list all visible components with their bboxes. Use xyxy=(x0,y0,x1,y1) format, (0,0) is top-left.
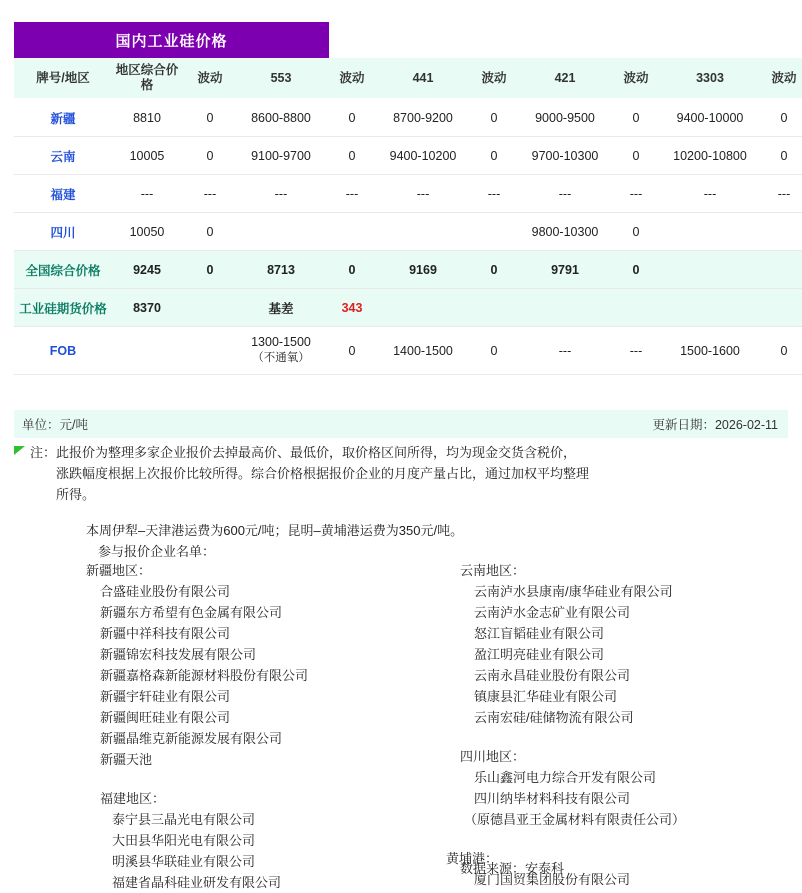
column-spacer xyxy=(460,830,790,848)
cell-553: 8600-8800 xyxy=(238,99,324,137)
col-change-3: 波动 xyxy=(466,58,522,99)
cell-composite-change: --- xyxy=(182,175,238,213)
list-item: 大田县华阳光电有限公司 xyxy=(112,833,256,848)
table-row xyxy=(14,213,802,251)
cell-3303: --- xyxy=(664,175,756,213)
cell-553-change: 0 xyxy=(324,137,380,175)
list-item: 怒江盲韬硅业有限公司 xyxy=(474,626,605,641)
basis-label: 基差 xyxy=(238,289,324,327)
cell-composite-change: 0 xyxy=(182,99,238,137)
list-item: 四川纳毕材料科技有限公司 xyxy=(474,791,631,806)
cell-441: --- xyxy=(380,175,466,213)
cell-553 xyxy=(238,213,324,251)
fob-421: --- xyxy=(522,327,608,375)
futures-change xyxy=(182,289,238,327)
list-item: 乐山鑫河电力综合开发有限公司 xyxy=(474,770,657,785)
cell-421: --- xyxy=(522,175,608,213)
fob-553-change: 0 xyxy=(324,327,380,375)
summary-553: 8713 xyxy=(238,251,324,289)
futures-blank-1 xyxy=(380,289,466,327)
freight-line: 本周伊犁–天津港运费为600元/吨；昆明–黄埔港运费为350元/吨。 xyxy=(86,523,464,538)
cell-553-change: --- xyxy=(324,175,380,213)
fob-label: FOB xyxy=(14,327,112,375)
futures-price: 8370 xyxy=(112,289,182,327)
summary-composite-change: 0 xyxy=(182,251,238,289)
list-item: 新疆天池 xyxy=(100,752,153,767)
summary-row xyxy=(14,251,802,289)
list-item: 明溪县华联硅业有限公司 xyxy=(112,854,256,869)
col-change-5: 波动 xyxy=(756,58,802,99)
fob-441: 1400-1500 xyxy=(380,327,466,375)
fob-553 xyxy=(238,327,324,375)
col-change-1: 波动 xyxy=(182,58,238,99)
company-column-right xyxy=(446,560,790,890)
summary-553-change: 0 xyxy=(324,251,380,289)
data-source: 数据来源：安泰科 xyxy=(460,861,565,876)
cell-553-change xyxy=(324,213,380,251)
unit-label: 单位：元/吨 xyxy=(22,418,88,432)
list-item: 盈江明亮硅业有限公司 xyxy=(474,647,605,662)
cell-421: 9000-9500 xyxy=(522,99,608,137)
summary-441: 9169 xyxy=(380,251,466,289)
list-item: 云南泸水县康南/康华硅业有限公司 xyxy=(474,584,673,599)
note-line-1: 注：此报价为整理多家企业报价去掉最高价、最低价，取价格区间所得，均为现金交货含税价， xyxy=(30,445,577,460)
fob-3303: 1500-1600 xyxy=(664,327,756,375)
summary-441-change: 0 xyxy=(466,251,522,289)
fob-row xyxy=(14,327,802,375)
fob-composite xyxy=(112,327,182,375)
list-item: 镇康县汇华硅业有限公司 xyxy=(474,689,618,704)
list-item: 福建省晶科硅业研发有限公司 xyxy=(112,875,282,890)
col-composite-price: 地区综合价格 xyxy=(112,58,182,99)
cell-3303-change xyxy=(756,213,802,251)
page-title: 国内工业硅价格 xyxy=(14,22,329,58)
fob-553-note: （不通氧） xyxy=(252,352,310,364)
group-title-xinjiang: 新疆地区： xyxy=(86,563,152,578)
summary-421-change: 0 xyxy=(608,251,664,289)
row-region: 新疆 xyxy=(14,99,112,137)
cell-composite: 10005 xyxy=(112,137,182,175)
notes-block xyxy=(30,442,770,505)
cell-441: 8700-9200 xyxy=(380,99,466,137)
table-header xyxy=(14,58,802,99)
note-line-3: 所得。 xyxy=(56,487,96,502)
cell-441-change: --- xyxy=(466,175,522,213)
fob-441-change: 0 xyxy=(466,327,522,375)
note-line-2: 涨跌幅度根据上次报价比较所得。综合价格根据报价企业的月度产量占比，通过加权平均整理 xyxy=(56,466,590,481)
cell-421-change: 0 xyxy=(608,213,664,251)
update-date: 2026-02-11 xyxy=(714,418,778,432)
cell-3303 xyxy=(664,213,756,251)
summary-421: 9791 xyxy=(522,251,608,289)
column-spacer xyxy=(86,770,426,788)
cell-3303-change: 0 xyxy=(756,99,802,137)
cell-421-change: --- xyxy=(608,175,664,213)
cell-441: 9400-10200 xyxy=(380,137,466,175)
cell-421-change: 0 xyxy=(608,137,664,175)
fob-composite-change xyxy=(182,327,238,375)
col-441: 441 xyxy=(380,58,466,99)
col-region: 牌号/地区 xyxy=(14,58,112,99)
row-region: 云南 xyxy=(14,137,112,175)
col-3303: 3303 xyxy=(664,58,756,99)
list-item: 云南永昌硅业股份有限公司 xyxy=(474,668,631,683)
column-spacer xyxy=(460,728,790,746)
group-title-yunnan: 云南地区： xyxy=(460,563,526,578)
list-item: 新疆锦宏科技发展有限公司 xyxy=(100,647,257,662)
list-item: （原德昌亚王金属材料有限责任公司） xyxy=(464,812,686,827)
fob-553-value: 1300-1500 xyxy=(251,335,311,349)
cell-composite-change: 0 xyxy=(182,213,238,251)
list-item: 泰宁县三晶光电有限公司 xyxy=(112,812,256,827)
list-item: 新疆宇轩硅业有限公司 xyxy=(100,689,231,704)
cell-3303-change: --- xyxy=(756,175,802,213)
futures-label: 工业硅期货价格 xyxy=(14,289,112,327)
cell-3303: 10200-10800 xyxy=(664,137,756,175)
list-item: 云南泸水金志矿业有限公司 xyxy=(474,605,631,620)
summary-3303 xyxy=(664,251,756,289)
row-region: 四川 xyxy=(14,213,112,251)
futures-blank-4 xyxy=(608,289,664,327)
cell-553: 9100-9700 xyxy=(238,137,324,175)
futures-blank-3 xyxy=(522,289,608,327)
cell-421: 9700-10300 xyxy=(522,137,608,175)
cell-441 xyxy=(380,213,466,251)
price-table xyxy=(14,58,802,375)
fob-3303-change: 0 xyxy=(756,327,802,375)
list-item: 厦门国贸集团股份有限公司 xyxy=(474,872,631,887)
cell-553: --- xyxy=(238,175,324,213)
group-title-sichuan: 四川地区： xyxy=(460,749,526,764)
group-title-fujian: 福建地区： xyxy=(100,791,166,806)
list-item: 新疆闽旺硅业有限公司 xyxy=(100,710,231,725)
list-item: 新疆晶维克新能源发展有限公司 xyxy=(100,731,283,746)
table-body xyxy=(14,99,802,375)
list-item: 新疆中祥科技有限公司 xyxy=(100,626,231,641)
futures-blank-5 xyxy=(664,289,756,327)
list-item: 新疆嘉格森新能源材料股份有限公司 xyxy=(100,668,309,683)
col-change-4: 波动 xyxy=(608,58,664,99)
header-row xyxy=(14,58,802,99)
note-flag-icon xyxy=(14,446,25,455)
cell-composite: --- xyxy=(112,175,182,213)
list-item: 云南宏硅/硅储物流有限公司 xyxy=(474,710,634,725)
cell-3303: 9400-10000 xyxy=(664,99,756,137)
basis-value: 343 xyxy=(324,289,380,327)
update-label: 更新日期： xyxy=(652,418,715,432)
group-title-huangpu: 黄埔港： xyxy=(446,851,499,866)
update-info xyxy=(652,415,788,433)
col-421: 421 xyxy=(522,58,608,99)
row-region: 福建 xyxy=(14,175,112,213)
summary-composite: 9245 xyxy=(112,251,182,289)
table-row xyxy=(14,99,802,137)
cell-3303-change: 0 xyxy=(756,137,802,175)
cell-composite: 8810 xyxy=(112,99,182,137)
company-list-title: 参与报价企业名单： xyxy=(98,544,216,559)
summary-3303-change xyxy=(756,251,802,289)
list-item: 合盛硅业股份有限公司 xyxy=(100,584,231,599)
list-item: 新疆东方希望有色金属有限公司 xyxy=(100,605,283,620)
freight-block xyxy=(86,520,786,562)
cell-441-change xyxy=(466,213,522,251)
cell-553-change: 0 xyxy=(324,99,380,137)
futures-row xyxy=(14,289,802,327)
cell-421: 9800-10300 xyxy=(522,213,608,251)
table-row xyxy=(14,137,802,175)
cell-421-change: 0 xyxy=(608,99,664,137)
table-row xyxy=(14,175,802,213)
summary-label: 全国综合价格 xyxy=(14,251,112,289)
futures-blank-2 xyxy=(466,289,522,327)
fob-421-change: --- xyxy=(608,327,664,375)
company-column-left xyxy=(86,560,426,893)
col-change-2: 波动 xyxy=(324,58,380,99)
footer-bar xyxy=(14,410,788,438)
cell-441-change: 0 xyxy=(466,137,522,175)
futures-blank-6 xyxy=(756,289,802,327)
col-553: 553 xyxy=(238,58,324,99)
cell-composite-change: 0 xyxy=(182,137,238,175)
cell-composite: 10050 xyxy=(112,213,182,251)
cell-441-change: 0 xyxy=(466,99,522,137)
